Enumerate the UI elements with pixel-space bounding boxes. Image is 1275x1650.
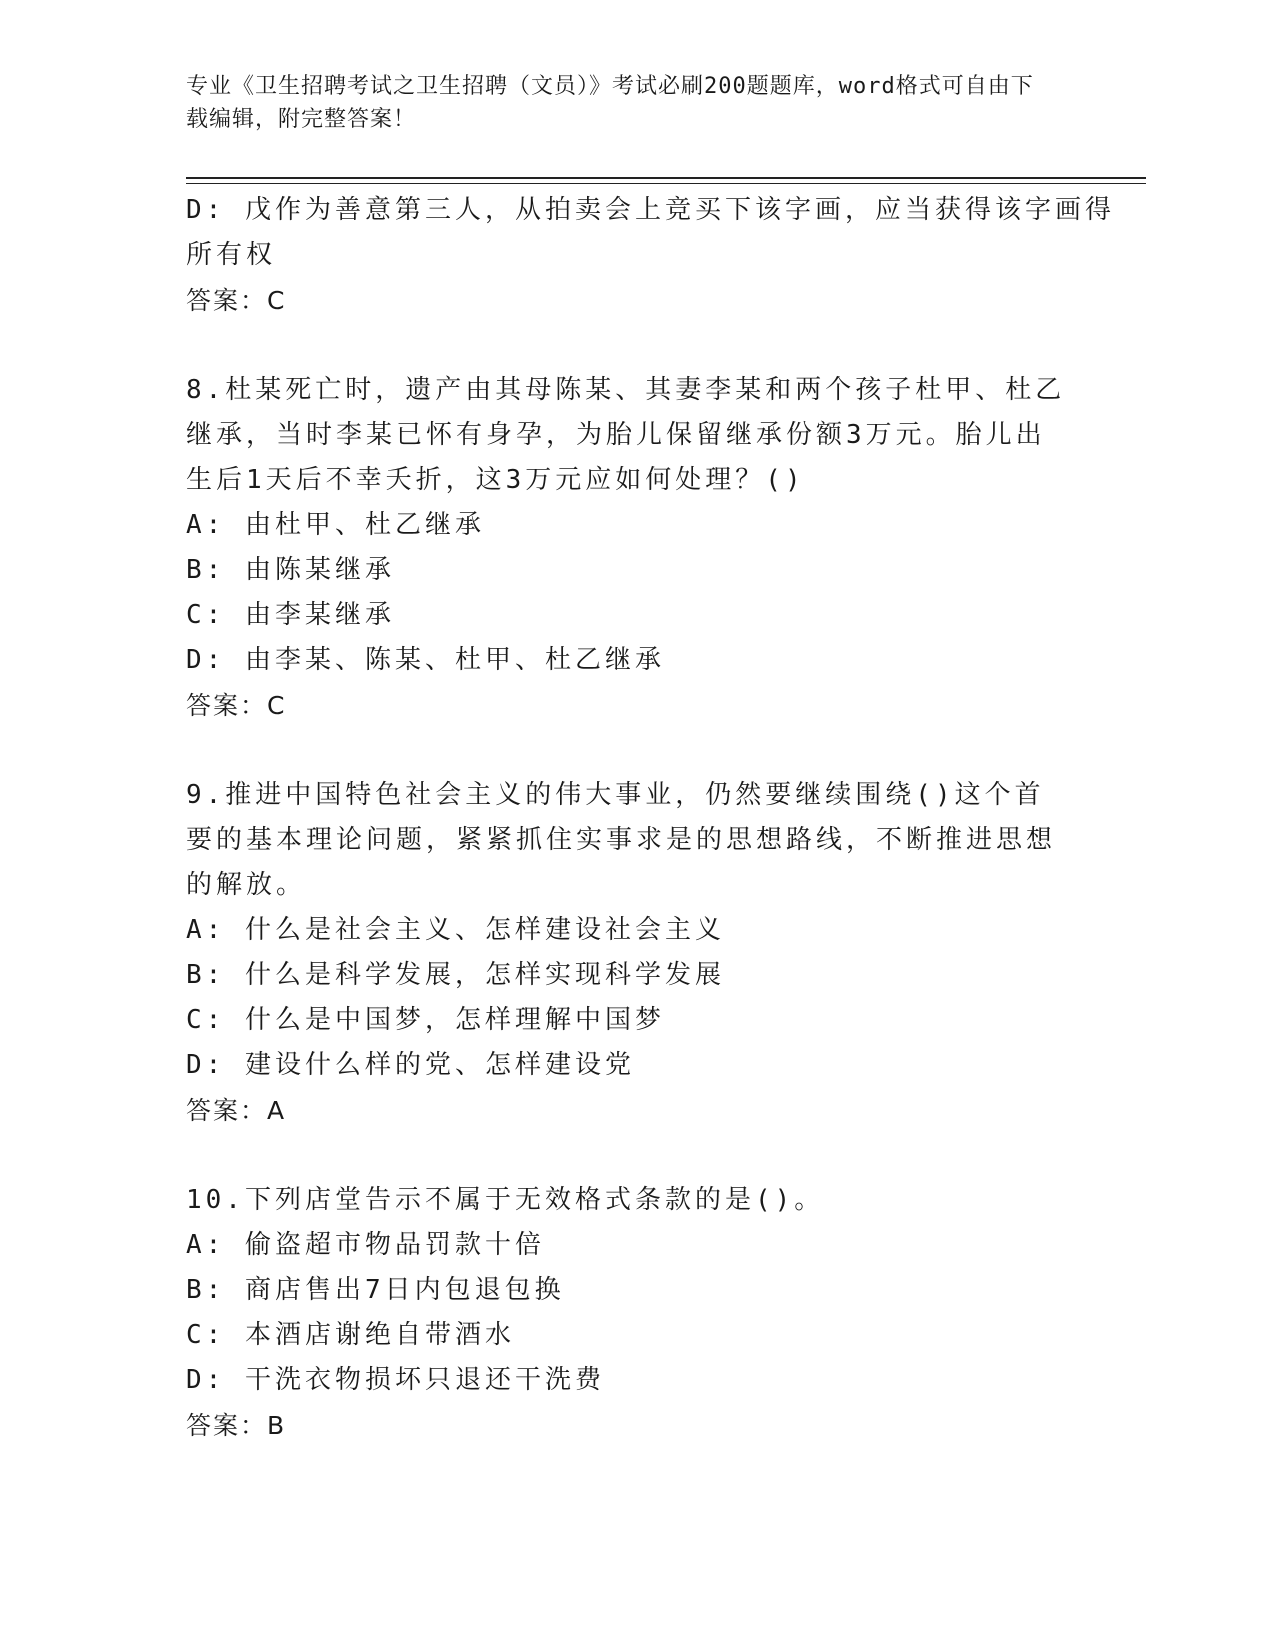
- option-d: D: 建设什么样的党、怎样建设党: [186, 1050, 635, 1080]
- spacer: [186, 728, 1066, 773]
- spacer: [186, 323, 1066, 368]
- option-c: C: 由李某继承: [186, 600, 395, 630]
- option-b: B: 由陈某继承: [186, 555, 395, 585]
- spacer: [186, 1133, 1066, 1178]
- answer: 答案：B: [186, 1411, 287, 1440]
- option-c: C: 什么是中国梦，怎样理解中国梦: [186, 1005, 665, 1035]
- option-d: D: 干洗衣物损坏只退还干洗费: [186, 1365, 605, 1395]
- option-d: D: 戊作为善意第三人，从拍卖会上竞买下该字画，应当获得该字画得: [186, 195, 1115, 225]
- option-b: B: 商店售出7日内包退包换: [186, 1275, 565, 1305]
- question-9: [186, 773, 1066, 1133]
- question-10: [186, 1178, 1066, 1448]
- document-header: 专业《卫生招聘考试之卫生招聘（文员）》考试必刷200题题库，word格式可自由下载编辑，附完整答案！: [186, 74, 1034, 132]
- answer: 答案：C: [186, 286, 287, 315]
- option-a: A: 什么是社会主义、怎样建设社会主义: [186, 915, 725, 945]
- question-stem: 9.推进中国特色社会主义的伟大事业，仍然要继续围绕()这个首要的基本理论问题，紧紧抓住实事求是的思想路线，不断推进思想的解放。: [186, 780, 1057, 900]
- answer: 答案：A: [186, 1096, 287, 1125]
- question-stem: 10.下列店堂告示不属于无效格式条款的是()。: [186, 1185, 825, 1215]
- question-stem: 8.杜某死亡时，遗产由其母陈某、其妻李某和两个孩子杜甲、杜乙继承，当时李某已怀有身孕，为胎儿保留继承份额3万元。胎儿出生后1天后不幸夭折，这3万元应如何处理？(): [186, 375, 1066, 495]
- option-a: A: 由杜甲、杜乙继承: [186, 510, 485, 540]
- answer: 答案：C: [186, 691, 287, 720]
- option-d-continued: 所有权: [186, 240, 277, 270]
- header-divider-thin: [186, 183, 1146, 184]
- option-c: C: 本酒店谢绝自带酒水: [186, 1320, 515, 1350]
- option-d: D: 由李某、陈某、杜甲、杜乙继承: [186, 645, 665, 675]
- document-body: [186, 188, 1115, 1448]
- option-a: A: 偷盗超市物品罚款十倍: [186, 1230, 545, 1260]
- option-b: B: 什么是科学发展，怎样实现科学发展: [186, 960, 725, 990]
- header-divider-thick: [186, 177, 1146, 179]
- previous-question-tail: [186, 188, 1115, 323]
- question-8: [186, 368, 1066, 728]
